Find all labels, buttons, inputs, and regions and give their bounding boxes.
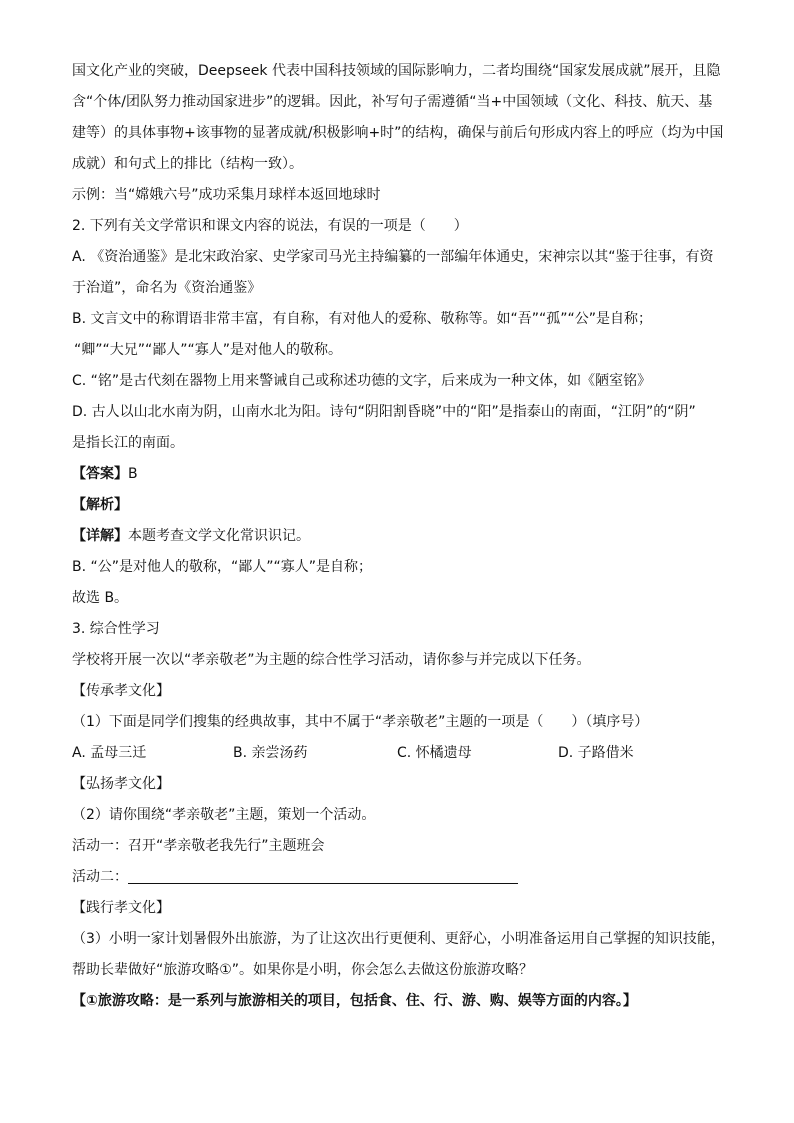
text-line: 国文化产业的突破，Deepseek 代表中国科技领域的国际影响力，二者均围绕“国家发展成就”展开，且隐 [72,63,721,79]
option-b-line-2: “卿”“大兄”“鄙人”“寡人”是对他人的敬称。 [74,342,343,358]
option-d-line-2: 是指长江的南面。 [72,435,184,451]
answer-label: 【答案】 [72,466,128,482]
option-d: D. 子路借米 [558,745,634,761]
option-c: C. 怀橘遗母 [397,745,472,761]
detail-line [72,526,732,546]
option-a-line-1: A. 《资治通鉴》是北宋政治家、史学家司马光主持编纂的一部编年体通史，宋神宗以其“鉴于往事，有资 [72,249,714,265]
option-list [72,743,732,763]
text-line: 建等）的具体事物+该事物的显著成就/积极影响+时”的结构，确保与前后句形成内容上的呼应（均为中国 [72,125,724,141]
detail-text: 本题考查文学文化常识识记。 [128,528,310,544]
example-line: 示例：当“嫦娥六号”成功采集月球样本返回地球时 [72,187,381,203]
sub-question-2: （2）请你围绕“孝亲敬老”主题，策划一个活动。 [72,807,376,823]
option-a: A. 孟母三迁 [72,745,147,761]
section-heading-2: 【弘扬孝文化】 [72,776,170,792]
footnote: 【①旅游攻略：是一系列与旅游相关的项目，包括食、住、行、游、购、娱等方面的内容。】 [72,993,637,1009]
sub-question-1: （1）下面是同学们搜集的经典故事，其中不属于“孝亲敬老”主题的一项是（ ）（填序号） [72,714,649,730]
answer-line [72,464,732,484]
text-line: 成就）和句式上的排比（结构一致）。 [72,156,303,172]
question-2-title: 2. 下列有关文学常识和课文内容的说法，有误的一项是（ ） [72,218,468,234]
sub-question-3-line-2: 帮助长辈做好“旅游攻略①”。如果你是小明，你会怎么去做这份旅游攻略？ [72,962,534,978]
section-heading-3: 【践行孝文化】 [72,900,170,916]
question-3-title: 3. 综合性学习 [72,621,160,637]
activity-two-line [72,867,732,887]
document-page [72,61,732,1022]
option-c-line: C. “铭”是古代刻在器物上用来警诫自己或称述功德的文字，后来成为一种文体，如《陋室铭》 [72,373,652,389]
activity-one: 活动一：召开“孝亲敬老我先行”主题班会 [72,838,325,854]
question-3-intro: 学校将开展一次以“孝亲敬老”为主题的综合性学习活动，请你参与并完成以下任务。 [72,652,591,668]
activity-two-label: 活动二： [72,869,128,885]
section-heading-1: 【传承孝文化】 [72,683,170,699]
detail-explanation: B. “公”是对他人的敬称，“鄙人”“寡人”是自称； [72,559,373,575]
detail-label: 【详解】 [72,528,128,544]
option-d-line-1: D. 古人以山北水南为阴，山南水北为阳。诗句“阴阳割昏晓”中的“阳”是指泰山的南面，“江阴”的“阴” [72,404,696,420]
sub-question-3-line-1: （3）小明一家计划暑假外出旅游，为了让这次出行更便利、更舒心，小明准备运用自己掌握的知识技能， [72,931,725,947]
answer-value: B [128,466,138,482]
option-b: B. 亲尝汤药 [233,745,308,761]
analysis-line [72,495,732,515]
detail-conclusion: 故选 B。 [72,590,129,606]
analysis-label: 【解析】 [72,497,128,513]
option-b-line-1: B. 文言文中的称谓语非常丰富，有自称，有对他人的爱称、敬称等。如“吾”“孤”“公”是自称； [72,311,653,327]
text-line: 含“个体/团队努力推动国家进步”的逻辑。因此，补写句子需遵循“当+中国领域（文化、科技、航天、基 [72,94,713,110]
option-a-line-2: 于治道”，命名为《资治通鉴》 [72,280,262,296]
activity-two-blank[interactable] [128,867,518,884]
